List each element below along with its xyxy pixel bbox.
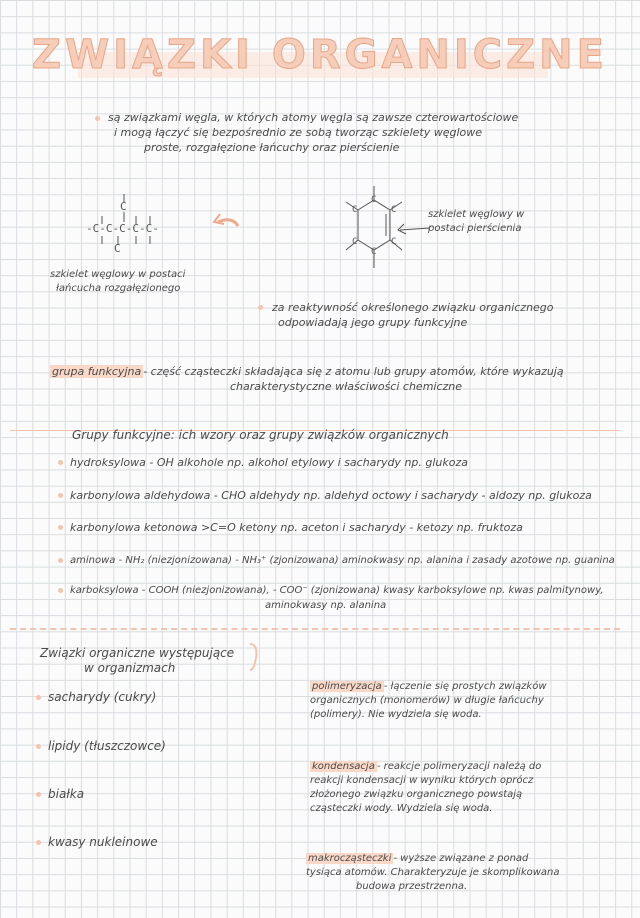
bullet (58, 493, 63, 498)
svg-text:C: C (120, 200, 127, 213)
bracket-decoration (248, 642, 260, 672)
group-row: karbonylowa aldehydowa - CHO aldehydy np. aldehyd octowy i sacharydy - aldozy np. glukoza (70, 489, 592, 502)
caption-ring: szkielet węglowy w postaci pierścienia (428, 209, 525, 234)
definition-kondensacja: kondensacja - reakcje polimeryzacji należą do reakcji kondensacji w wyniku których oprócz złożonego związku organicznego powstają cząsteczki wody. Wydziela się woda. (310, 761, 542, 814)
group-row: aminowa - NH₂ (niezjonizowana) - NH₃⁺ (zjonizowana) aminokwasy np. alanina i zasady azotowe np. guanina (70, 555, 615, 566)
bullet (36, 792, 41, 797)
bullet (58, 558, 63, 563)
bullet (58, 525, 63, 530)
svg-text:C: C (371, 247, 377, 257)
svg-text:C: C (371, 195, 377, 205)
bullet (258, 305, 263, 310)
reactivity-text: za reaktywność określonego związku organicznego odpowiadają jego grupy funkcyjne (272, 301, 554, 329)
organisms-header: Związki organiczne występujące w organizmach (40, 646, 235, 675)
bullet (95, 116, 100, 121)
definition-polimeryzacja: polimeryzacja - łączenie się prostych związków organicznych (monomerów) w długie łańcuchy (polimery). Nie wydziela się woda. (310, 681, 547, 720)
divider (10, 628, 620, 631)
definition-makroczasteczki: makrocząsteczki - wyższe związane z ponad tysiąca atomów. Charakteryzuje je skomplikowana budowa przestrzenna. (306, 853, 560, 892)
intro-text: są związkami węgla, w których atomy węgla są zawsze czterowartościowe i mogą łączyć się bezpośrednio ze sobą tworząc szkielety węglowe proste, rozgałęzione łańcuchy oraz pierścienie (108, 111, 519, 154)
bullet (58, 588, 63, 593)
page-title: ZWIĄZKI ORGANICZNE (32, 32, 608, 78)
functional-group-definition: grupa funkcyjna - część cząsteczki składająca się z atomu lub grupy atomów, które wykazują charakterystyczne właściwości chemiczne (52, 365, 564, 393)
organism-item: białka (48, 787, 85, 801)
group-row: karboksylowa - COOH (niezjonizowana), - COO⁻ (zjonizowana) kwasy karboksylowe np. kwas palmitynowy, (70, 585, 604, 596)
term-highlight: grupa funkcyjna (52, 365, 142, 378)
arrow-icon (392, 218, 432, 238)
svg-text:C: C (391, 237, 397, 247)
group-row-continued: aminokwasy np. alanina (265, 600, 387, 611)
caption-chain: szkielet węglowy w postaci łańcucha rozgałęzionego (50, 269, 186, 294)
organism-item: kwasy nukleinowe (48, 835, 158, 849)
svg-text:C: C (352, 205, 358, 215)
organism-item: sacharydy (cukry) (48, 690, 157, 704)
branched-chain-structure (70, 192, 250, 262)
bullet (58, 460, 63, 465)
group-row: hydroksylowa - OH alkohole np. alkohol etylowy i sacharydy np. glukoza (70, 456, 469, 469)
bullet (36, 744, 41, 749)
svg-text:C: C (352, 237, 358, 247)
group-row: karbonylowa ketonowa >C=O ketony np. aceton i sacharydy - ketozy np. fruktoza (70, 521, 523, 534)
bullet (36, 840, 41, 845)
organism-item: lipidy (tłuszczowce) (48, 739, 166, 753)
bullet (36, 695, 41, 700)
svg-text:-C-C-C-C-C-: -C-C-C-C-C- (86, 222, 159, 235)
groups-header: Grupy funkcyjne: ich wzory oraz grupy związków organicznych (72, 428, 449, 442)
svg-text:C: C (114, 242, 121, 255)
svg-text:C: C (391, 205, 397, 215)
